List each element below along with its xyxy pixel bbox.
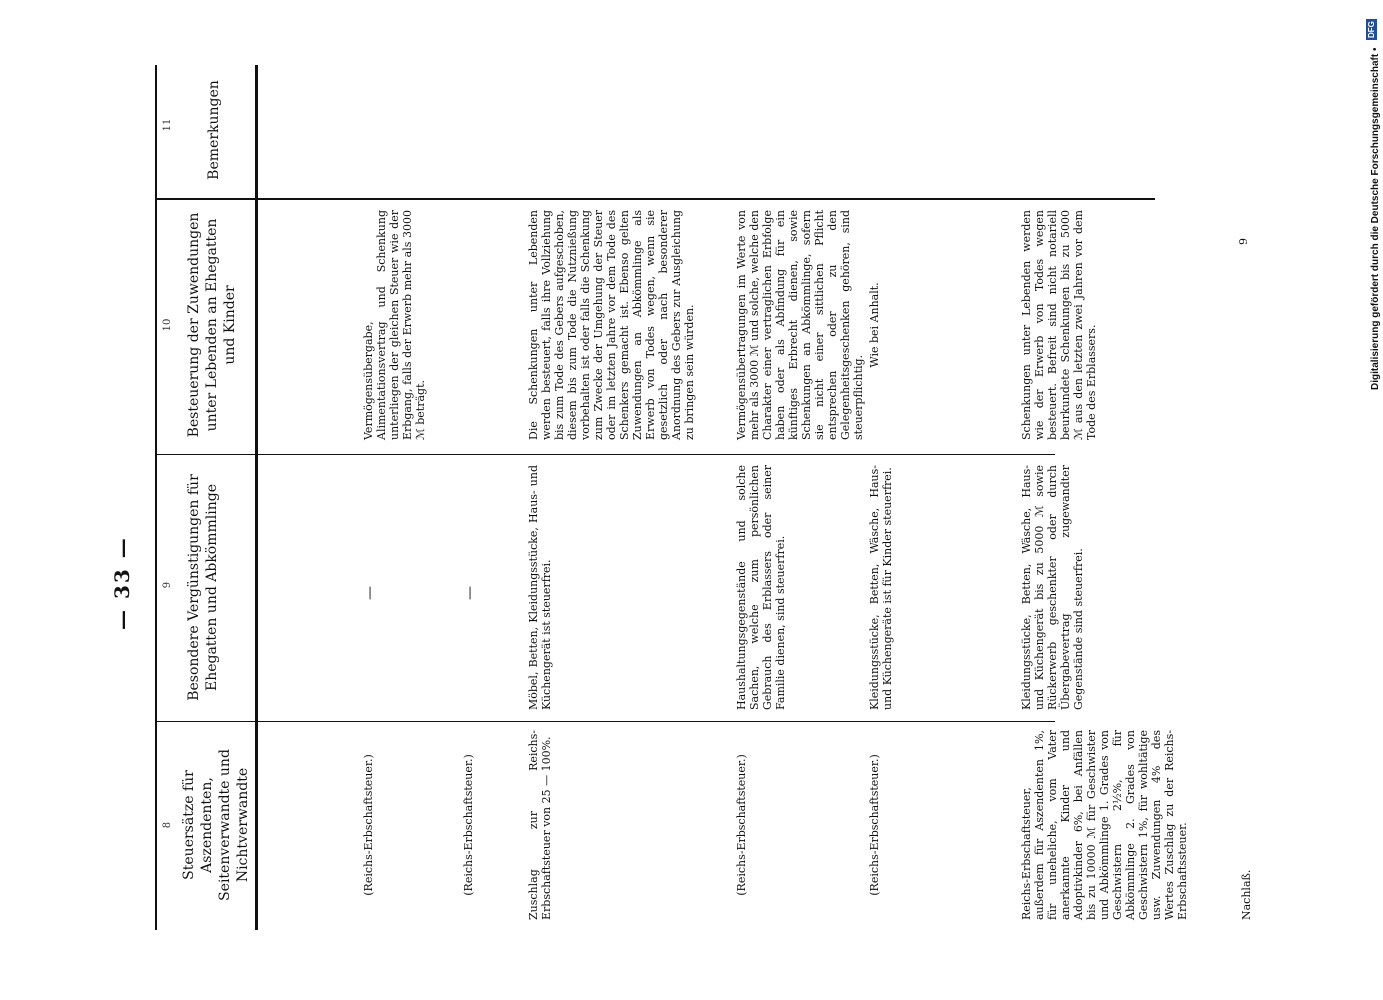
col-number-10: 10	[162, 318, 173, 332]
digitization-note: Digitalisierung gefördert durch die Deutsche Forschungsgemeinschaft •	[1370, 47, 1381, 390]
row4-col8: (Reichs-Erbschaftsteuer.)	[735, 754, 748, 896]
col-number-8: 8	[162, 821, 173, 829]
row1-col10: Vermögensübergabe, Alimentationsvertrag und Schenkung unterliegen der gleichen Steuer wie der Erbgang, falls der Erwerb mehr als 3000 ℳ beträgt.	[362, 210, 427, 440]
col-sep-1	[155, 721, 1055, 722]
row3-col10: Die Schenkungen unter Lebenden werden besteuert, falls ihre Vollziehung bis zum Tode des Gebers aufgeschoben, diesem bis zum Tode die Nutznießung vorbehalten ist oder falls die Schenkung zum Zwecke der Umgehung der Steuer oder im letzten Jahre vor dem Tode des Schenkers gemacht ist. Ebenso gelten Zuwendungen an Abkömmlinge als Erwerb von Todes wegen, wenn sie gesetzlich oder nach besonderer Anordnung des Gebers zur Ausgleichung zu bringen sein würden.	[527, 210, 696, 440]
header-col11: Bemerkungen	[206, 80, 222, 180]
col-number-11: 11	[162, 118, 173, 132]
page-number: — 33 —	[110, 536, 134, 630]
header-col10: Besteuerung der Zuwendungen unter Lebenden an Ehegatten und Kinder	[186, 212, 238, 438]
table-top-rule	[155, 65, 157, 930]
row1-col9-dash: —	[362, 586, 378, 600]
col-sep-2	[155, 454, 1055, 455]
row3-col8: Zuschlag zur Reichs-Erbschaftsteuer von 25 — 100%.	[527, 730, 553, 920]
header-col9: Besondere Vergünstigungen für Ehegatten und Abkömmlinge	[186, 474, 220, 701]
row2-col8: (Reichs-Erbschaftsteuer.)	[462, 754, 475, 896]
dfg-logo: DFG	[1367, 21, 1376, 38]
row5-col9: Kleidungsstücke, Betten, Wäsche, Haus- und Küchengeräte ist für Kinder steuerfrei.	[868, 465, 894, 710]
col-sep-3	[155, 198, 1155, 200]
table-header-rule	[255, 65, 258, 930]
row6-col10: Schenkungen unter Lebenden werden wie der Erwerb von Todes wegen besteuert. Befreit sind nicht notariell beurkundete Schenkungen bis zu 5000 ℳ aus den letzten zwei Jahren vor dem Tode des Erblassers.	[1020, 210, 1098, 440]
row3-col9: Möbel, Betten, Kleidungsstücke, Haus- und Küchengerät ist steuerfrei.	[527, 465, 553, 710]
row2-col9-dash: —	[462, 586, 478, 600]
row5-col8: (Reichs-Erbschaftsteuer.)	[868, 754, 881, 896]
row1-col8: (Reichs-Erbschaftsteuer.)	[362, 754, 375, 896]
row6-col8: Reichs-Erbschaftsteuer, außerdem für Aszendenten 1%, für uneheliche, vom Vater anerkannte Kinder und Adoptivkinder 6%, bei Anfällen bis zu 10000 ℳ für Geschwister und Abkömmlinge 1. Grades von Geschwistern 2½%, für Abkömmlinge 2. Grades von Geschwistern 1%, für wohltätige usw. Zuwendungen 4% des Wertes Zuschlag zu der Reichs-Erbschaftssteuer.	[1020, 730, 1189, 920]
footer-note: Nachlaß.	[1240, 869, 1253, 920]
row4-col9: Haushaltungsgegenstände und solche Sachen, welche zum persönlichen Gebrauch des Erblassers oder seiner Familie dienen, sind steuerfrei.	[735, 465, 787, 710]
row4-col10: Vermögensübertragungen im Werte von mehr als 3000 ℳ und solche, welche den Charakter einer vertraglichen Erbfolge haben oder als Abfindung für ein künftiges Erbrecht dienen, sowie Schenkungen an Abkömmlinge, sofern sie nicht einer sittlichen Pflicht entsprechen oder zu den Gelegenheitsgeschenken gehören, sind steuerpflichtig.	[735, 210, 865, 440]
row5-col10: Wie bei Anhalt.	[868, 282, 881, 368]
footer-small: 9	[1237, 238, 1250, 245]
col-number-9: 9	[162, 581, 173, 589]
row6-col9: Kleidungsstücke, Betten, Wäsche, Haus- und Küchengerät bis zu 5000 ℳ sowie Rückerwerb geschenkter oder durch Übergabevertrag zugewandter Gegenstände sind steuerfrei.	[1020, 465, 1085, 710]
header-col8: Steuersätze für Aszendenten, Seitenverwandte und Nichtverwandte	[181, 749, 251, 901]
